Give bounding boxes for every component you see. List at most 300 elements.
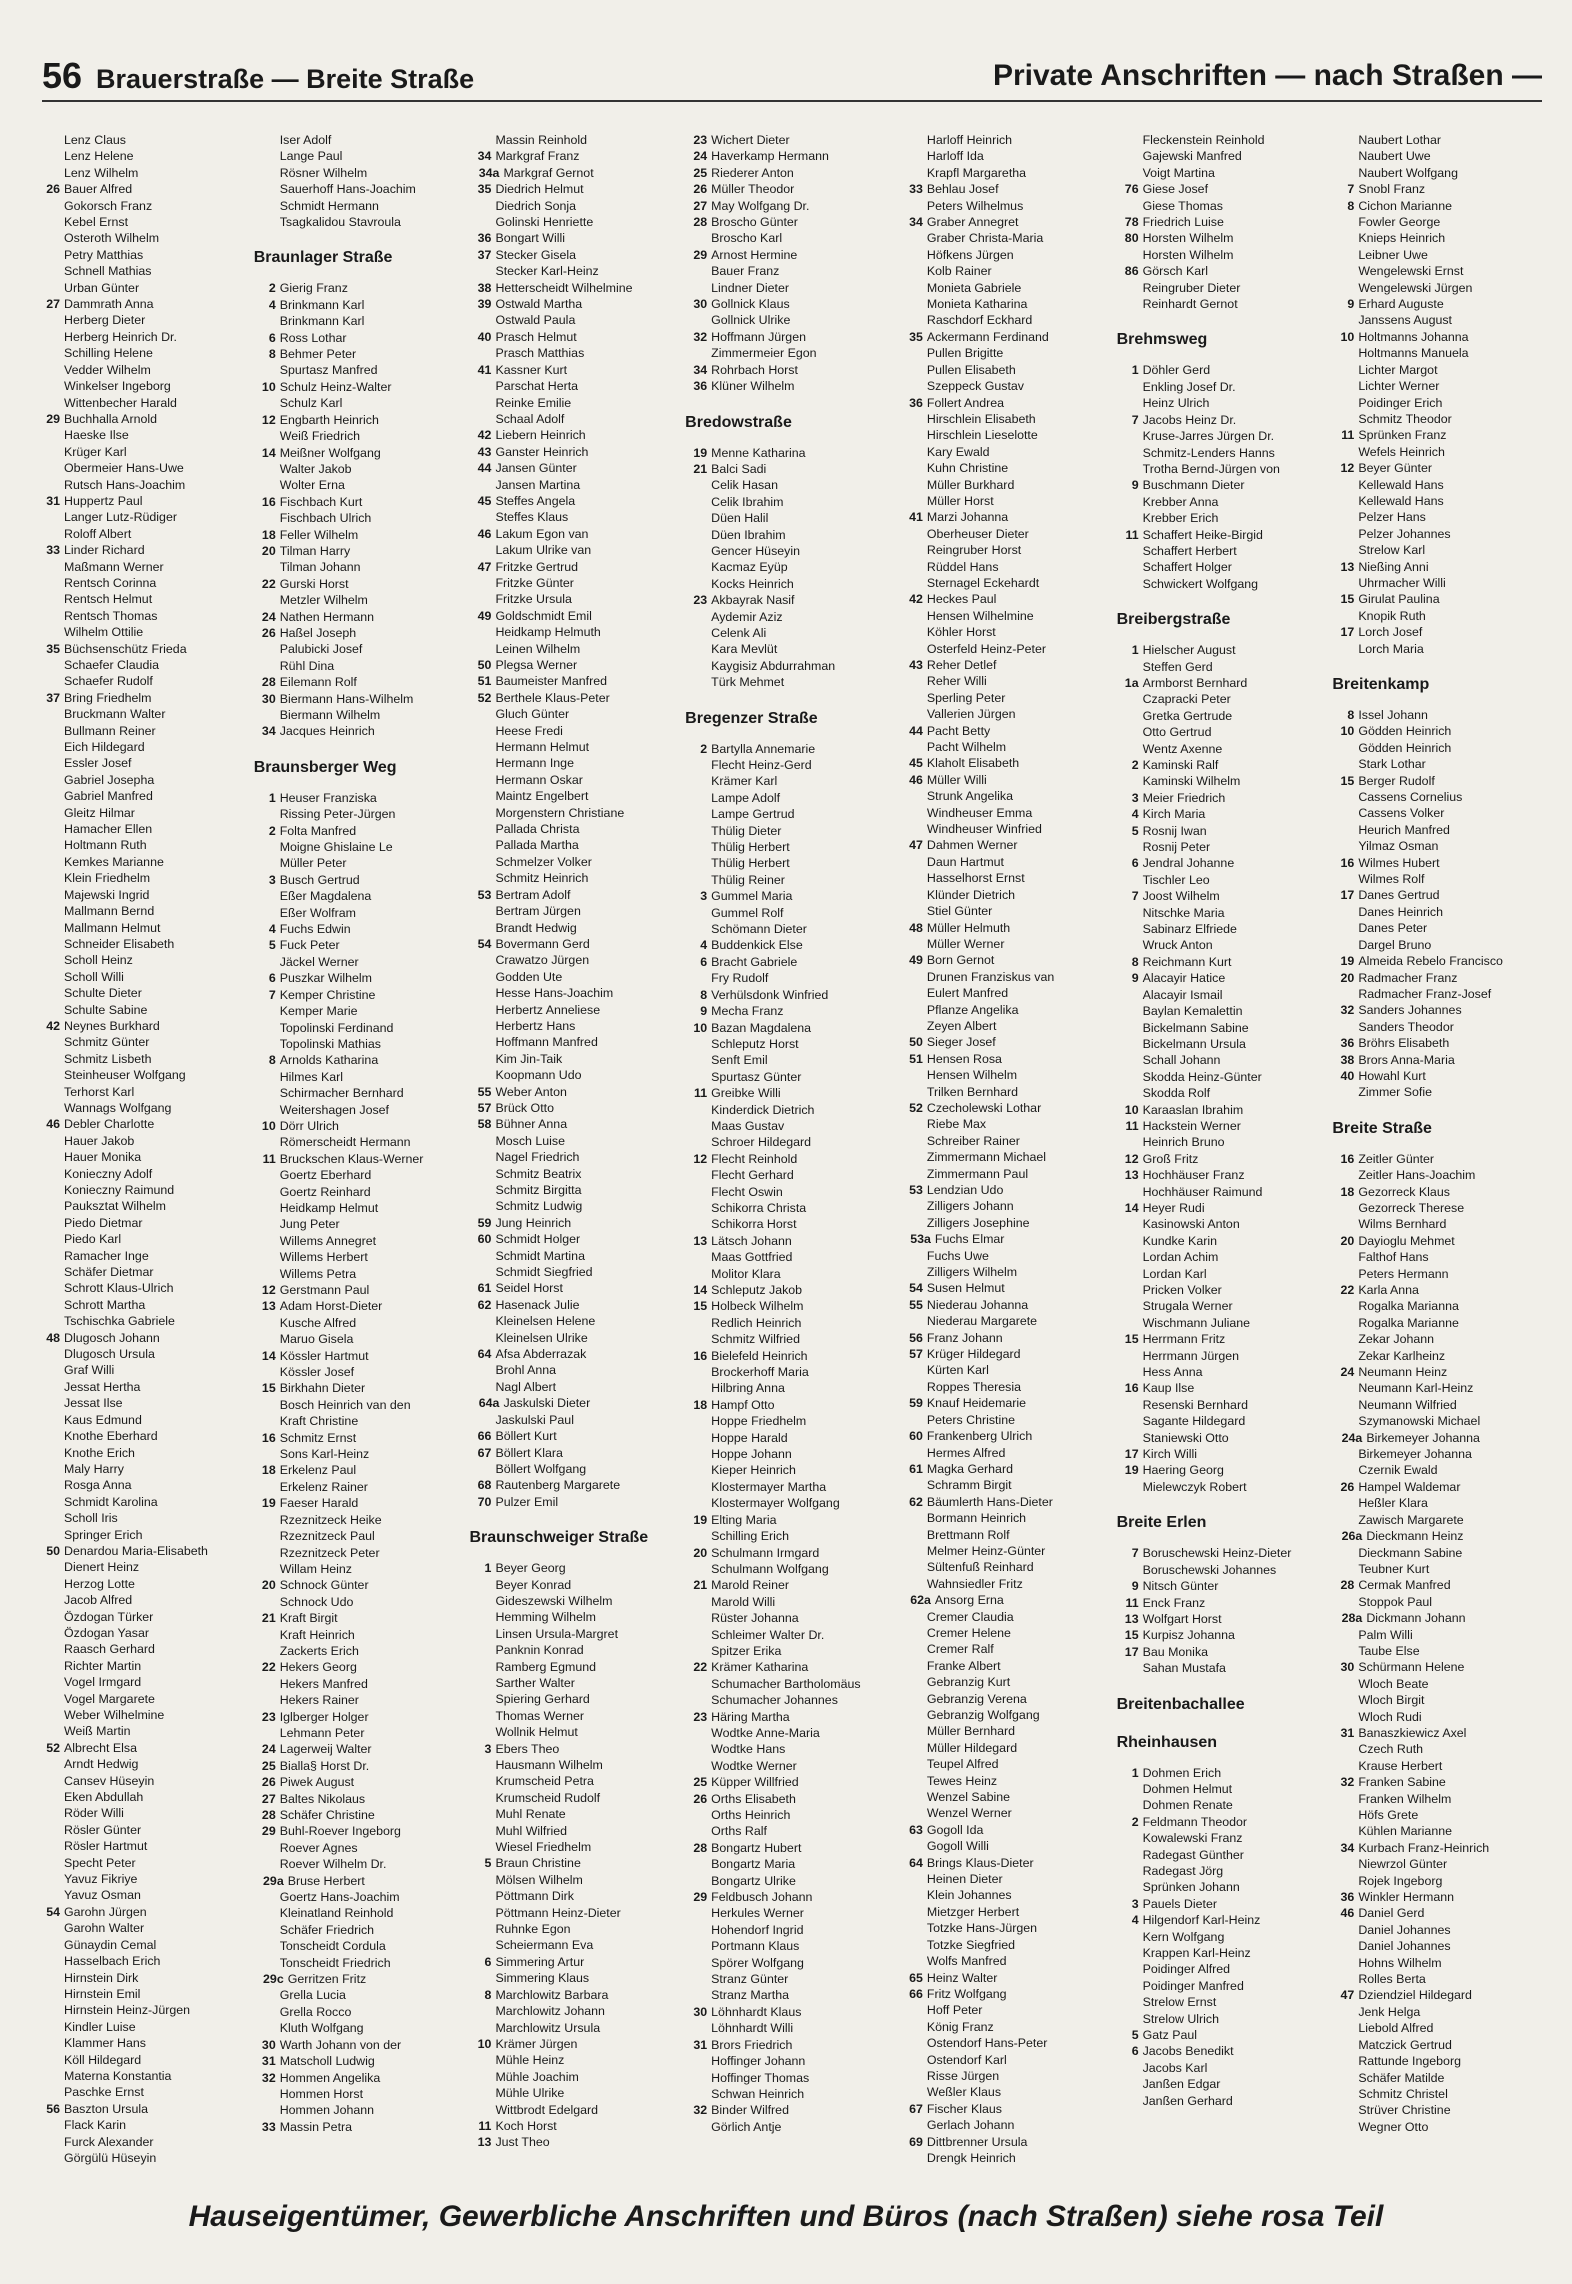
list-item: [901, 2052, 1107, 2068]
list-item: [469, 132, 675, 148]
house-number: 22: [261, 576, 276, 591]
resident-name: Krüger Hildegard: [926, 1347, 1021, 1362]
list-item: [38, 920, 244, 936]
list-item: [685, 181, 891, 197]
list-item: [685, 1938, 891, 1954]
resident-name: Schmidt Holger: [495, 1232, 581, 1247]
resident-name: Wiesel Friedhelm: [495, 1840, 592, 1855]
list-item: [1117, 1578, 1323, 1594]
house-number: 64: [909, 1855, 923, 1870]
list-item: [38, 2084, 244, 2100]
resident-name: Palubicki Josef: [279, 642, 363, 657]
list-item: [901, 1215, 1107, 1231]
resident-name: Schleputz Horst: [711, 1036, 799, 1051]
resident-name: Hess Anna: [1142, 1365, 1203, 1380]
resident-name: Cremer Ralf: [926, 1642, 994, 1657]
house-number: 20: [261, 1578, 276, 1593]
resident-name: Haeske Ilse: [64, 428, 129, 443]
list-item: [901, 1641, 1107, 1657]
list-item: [254, 1364, 460, 1380]
list-item: [469, 772, 675, 788]
resident-name: Diedrich Helmut: [495, 182, 584, 197]
list-item: [38, 657, 244, 673]
list-item: [38, 706, 244, 722]
resident-name: Reichmann Kurt: [1142, 954, 1232, 969]
resident-name: Stark Lothar: [1358, 757, 1426, 772]
house-number: 11: [1341, 428, 1355, 443]
resident-name: Küpper Willfried: [711, 1775, 799, 1790]
resident-name: Furck Alexander: [64, 2134, 154, 2149]
list-item: [901, 148, 1107, 164]
resident-name: Hamacher Ellen: [64, 822, 153, 837]
list-item: [254, 1282, 460, 1298]
resident-name: Bertram Adolf: [495, 887, 571, 902]
resident-name: Strelow Karl: [1358, 543, 1426, 558]
resident-name: Sternagel Eckehardt: [926, 575, 1040, 590]
list-item: [1332, 2070, 1538, 2086]
house-number: 25: [261, 1758, 276, 1773]
resident-name: Gollnick Ulrike: [711, 313, 791, 328]
list-item: [38, 624, 244, 640]
resident-name: Sieger Josef: [926, 1035, 996, 1050]
house-number: 63: [909, 1822, 923, 1837]
resident-name: Nathen Hermann: [279, 609, 375, 624]
list-item: [38, 1248, 244, 1264]
list-item: [685, 1167, 891, 1183]
resident-name: Rissing Peter-Jürgen: [279, 807, 396, 822]
list-item: [469, 378, 675, 394]
resident-name: Strelow Ernst: [1142, 1995, 1217, 2010]
resident-name: Garohn Jürgen: [64, 1904, 147, 1919]
resident-name: Pricken Volker: [1142, 1283, 1222, 1297]
resident-name: Hirschlein Elisabeth: [926, 411, 1036, 426]
list-item: [1332, 198, 1538, 214]
house-number: 11: [1125, 527, 1139, 542]
list-item: [685, 1233, 891, 1249]
list-item: [685, 214, 891, 230]
house-number: 13: [261, 1299, 276, 1314]
resident-name: Schnock Udo: [279, 1594, 354, 1609]
list-item: [1117, 543, 1323, 559]
resident-name: Dieckmann Sabine: [1358, 1545, 1463, 1560]
resident-name: Gogoll Ida: [926, 1822, 984, 1837]
list-item: [38, 198, 244, 214]
resident-name: Hermes Alfred: [926, 1445, 1006, 1460]
list-item: [254, 839, 460, 855]
list-item: [685, 806, 891, 822]
resident-name: Weber Anton: [495, 1084, 567, 1099]
house-number: 4: [268, 297, 276, 312]
list-item: [38, 411, 244, 427]
list-item: [38, 887, 244, 903]
list-item: [38, 312, 244, 328]
resident-name: Lenz Wilhelm: [64, 165, 139, 180]
list-item: [1117, 1562, 1323, 1578]
resident-name: Hommen Horst: [279, 2086, 364, 2101]
house-number: 31: [1340, 1725, 1355, 1740]
resident-name: Alacayir Ismail: [1142, 987, 1223, 1002]
resident-name: Heidkamp Helmuth: [495, 625, 601, 640]
list-item: [1117, 1102, 1323, 1118]
list-item: [685, 2053, 891, 2069]
resident-name: Heßler Klara: [1358, 1496, 1428, 1511]
resident-name: Kraft Birgit: [279, 1611, 338, 1626]
list-item: [254, 280, 460, 296]
list-item: [38, 591, 244, 607]
list-item: [685, 888, 891, 904]
list-item: [469, 1839, 675, 1855]
street-heading: Breite Erlen: [1116, 1514, 1207, 1532]
list-item: [1332, 1692, 1538, 1708]
list-item: [254, 297, 460, 313]
list-item: [254, 1594, 460, 1610]
list-item: [1117, 2027, 1323, 2043]
resident-name: Knieps Heinrich: [1358, 231, 1446, 246]
resident-name: Czecholewski Lothar: [926, 1100, 1042, 1115]
list-item: [685, 1495, 891, 1511]
list-item: [685, 1758, 891, 1774]
resident-name: Gencer Hüseyin: [711, 543, 800, 558]
list-item: [1117, 839, 1323, 855]
list-item: [1332, 2119, 1538, 2135]
list-item: [254, 2004, 460, 2020]
house-number: 24a: [1341, 1430, 1363, 1445]
resident-name: Gollnick Klaus: [711, 297, 790, 312]
resident-name: Giese Josef: [1142, 182, 1209, 197]
resident-name: Höfkens Jürgen: [926, 247, 1014, 262]
street-range-title: Brauerstraße — Breite Straße: [96, 64, 475, 94]
list-item: [469, 329, 675, 345]
list-item: [254, 1545, 460, 1561]
resident-name: Pöttmann Dirk: [495, 1889, 574, 1904]
list-item: [1332, 1610, 1538, 1626]
house-number: 18: [261, 527, 276, 542]
list-item: [1117, 148, 1323, 164]
resident-name: Skodda Rolf: [1142, 1086, 1211, 1101]
list-item: [1117, 1879, 1323, 1895]
list-item: [685, 1528, 891, 1544]
resident-name: Schmitz Günter: [64, 1035, 150, 1050]
list-item: [469, 1166, 675, 1182]
list-item: [1117, 905, 1323, 921]
list-item: [1117, 1781, 1323, 1797]
resident-name: Mühle Heinz: [495, 2053, 565, 2068]
list-item: [469, 542, 675, 558]
resident-name: Linder Richard: [64, 543, 145, 558]
directory-column: [469, 132, 675, 2192]
list-item: [469, 148, 675, 164]
list-item: [901, 788, 1107, 804]
header-left: [42, 55, 474, 97]
list-item: [38, 772, 244, 788]
house-number: 32: [1340, 1003, 1355, 1018]
list-item: [254, 1331, 460, 1347]
house-number: 27: [693, 198, 708, 213]
resident-name: Teupel Alfred: [926, 1757, 999, 1772]
list-item: [469, 657, 675, 673]
resident-name: Hochhäuser Franz: [1142, 1168, 1245, 1183]
house-number: 5: [268, 938, 276, 953]
list-item: [1117, 576, 1323, 592]
resident-name: Görlich Antje: [711, 2119, 782, 2134]
list-item: [1117, 1413, 1323, 1429]
list-item: [469, 854, 675, 870]
list-item: [469, 181, 675, 197]
list-item: [1117, 1364, 1323, 1380]
resident-name: Czech Ruth: [1358, 1742, 1424, 1757]
house-number: 48: [909, 920, 923, 935]
resident-name: Jacobs Karl: [1142, 2060, 1208, 2075]
house-number: 36: [477, 231, 492, 246]
resident-name: Matscholl Ludwig: [279, 2054, 375, 2069]
list-item: [254, 1151, 460, 1167]
resident-name: Dahmen Werner: [926, 838, 1018, 853]
house-number: 50: [46, 1543, 60, 1558]
house-number: 20: [693, 1545, 708, 1560]
resident-name: Schall Johann: [1142, 1053, 1221, 1068]
list-item: [38, 1313, 244, 1329]
resident-name: Schmitz Lisbeth: [64, 1051, 152, 1066]
house-number: 6: [700, 954, 708, 969]
resident-name: Dammrath Anna: [64, 297, 154, 312]
list-item: [685, 1397, 891, 1413]
resident-name: Sanders Johannes: [1358, 1003, 1462, 1018]
resident-name: Lange Paul: [279, 149, 343, 164]
resident-name: Ganster Heinrich: [495, 444, 589, 459]
list-item: [1117, 888, 1323, 904]
list-item: [469, 214, 675, 230]
list-item: [901, 2101, 1107, 2117]
resident-name: Hensen Rosa: [926, 1051, 1002, 1066]
house-number: 7: [1347, 182, 1355, 197]
resident-name: Flack Karin: [64, 2118, 126, 2133]
list-item: [685, 1889, 891, 1905]
directory-column: [901, 132, 1107, 2192]
list-item: [685, 658, 891, 674]
list-item: [901, 1018, 1107, 1034]
resident-name: Köhler Horst: [926, 625, 996, 640]
list-item: [1117, 412, 1323, 428]
resident-name: Lorch Maria: [1358, 641, 1424, 656]
list-item: [901, 1904, 1107, 1920]
list-item: [901, 1034, 1107, 1050]
list-item: [254, 806, 460, 822]
house-number: 10: [477, 2036, 492, 2051]
resident-name: Schroer Hildegard: [711, 1135, 812, 1150]
list-item: [685, 1791, 891, 1807]
list-item: [1332, 1561, 1538, 1577]
resident-name: Yilmaz Osman: [1358, 839, 1439, 854]
list-item: [685, 987, 891, 1003]
resident-name: Rutsch Hans-Joachim: [64, 477, 186, 492]
resident-name: Röder Willi: [64, 1806, 124, 1821]
list-item: [1332, 855, 1538, 871]
resident-name: Voigt Martina: [1142, 165, 1215, 180]
list-item: [1332, 148, 1538, 164]
list-item: [469, 1297, 675, 1313]
list-item: [1117, 559, 1323, 575]
resident-name: Brettmann Rolf: [926, 1527, 1010, 1542]
resident-name: Zekar Karlheinz: [1358, 1348, 1446, 1363]
list-item: [1332, 1807, 1538, 1823]
resident-name: Wilmes Hubert: [1358, 855, 1440, 870]
list-item: [685, 477, 891, 493]
resident-name: Boruschewski Heinz-Dieter: [1142, 1546, 1292, 1561]
list-item: [685, 1987, 891, 2003]
house-number: 17: [1340, 625, 1355, 640]
list-item: [1117, 132, 1323, 148]
resident-name: Hensen Wilhelm: [926, 1068, 1018, 1083]
resident-name: Fowler George: [1358, 215, 1441, 230]
resident-name: Raschdorf Eckhard: [926, 313, 1033, 328]
resident-name: Hilgendorf Karl-Heinz: [1142, 1913, 1261, 1928]
resident-name: Willems Annegret: [279, 1233, 377, 1248]
resident-name: Terhorst Karl: [64, 1084, 135, 1099]
resident-name: Resenski Bernhard: [1142, 1397, 1248, 1412]
house-number: 14: [261, 445, 276, 460]
house-number: 29: [693, 247, 708, 262]
list-item: [254, 428, 460, 444]
list-item: [685, 543, 891, 559]
resident-name: Rojek Ingeborg: [1358, 1873, 1443, 1888]
house-number: 3: [1131, 790, 1139, 805]
resident-name: Riebe Max: [926, 1117, 987, 1132]
resident-name: Knothe Erich: [64, 1445, 135, 1460]
resident-name: Jung Heinrich: [495, 1215, 572, 1230]
resident-name: Döhler Gerd: [1142, 363, 1211, 378]
resident-name: Dohmen Erich: [1142, 1765, 1222, 1780]
resident-name: Sagante Hildegard: [1142, 1414, 1246, 1429]
list-item: [1117, 872, 1323, 888]
resident-name: Sarther Walter: [495, 1675, 575, 1690]
resident-name: Maintz Engelbert: [495, 789, 589, 804]
resident-name: Massin Reinhold: [495, 133, 588, 147]
list-item: [1332, 1577, 1538, 1593]
list-item: [469, 952, 675, 968]
resident-name: Kellewald Hans: [1358, 493, 1444, 508]
resident-name: Bongartz Ulrike: [711, 1873, 796, 1888]
house-number: 4: [1131, 1913, 1139, 1928]
resident-name: Weitershagen Josef: [279, 1102, 390, 1117]
house-number: 31: [261, 2054, 276, 2069]
list-item: [901, 854, 1107, 870]
house-number: 25: [693, 165, 708, 180]
list-item: [1332, 904, 1538, 920]
resident-name: Hampel Waldemar: [1358, 1479, 1461, 1494]
house-number: 49: [909, 953, 923, 968]
resident-name: Böllert Kurt: [495, 1429, 557, 1444]
list-item: [469, 1888, 675, 1904]
resident-name: Zilligers Johann: [926, 1199, 1014, 1214]
list-item: [901, 1461, 1107, 1477]
list-item: [1332, 181, 1538, 197]
list-item: [469, 2036, 675, 2052]
list-item: [469, 2134, 675, 2150]
resident-name: Windheuser Emma: [926, 805, 1033, 820]
list-item: [254, 1397, 460, 1413]
list-item: [469, 1280, 675, 1296]
resident-name: Brohl Anna: [495, 1363, 557, 1378]
house-number: 17: [1124, 1644, 1139, 1659]
resident-name: Kara Mevlüt: [711, 642, 778, 657]
resident-name: Piedo Dietmar: [64, 1215, 143, 1230]
list-item: [1117, 1978, 1323, 1994]
list-item: [469, 395, 675, 411]
list-item: [1332, 1331, 1538, 1347]
list-item: [254, 641, 460, 657]
resident-name: Fuchs Uwe: [926, 1248, 989, 1263]
resident-name: Pauksztat Wilhelm: [64, 1199, 166, 1214]
list-item: [254, 1840, 460, 1856]
house-number: 65: [909, 1970, 923, 1985]
resident-name: Enkling Josef Dr.: [1142, 379, 1236, 394]
list-item: [1332, 1233, 1538, 1249]
resident-name: Marold Reiner: [711, 1578, 789, 1593]
house-number: 64: [477, 1347, 492, 1362]
resident-name: Baltes Nikolaus: [279, 1791, 366, 1806]
house-number: 1: [1131, 1765, 1139, 1780]
resident-name: Zilligers Wilhelm: [926, 1265, 1018, 1280]
resident-name: Franken Wilhelm: [1358, 1791, 1452, 1806]
resident-name: Zeyen Albert: [926, 1018, 997, 1033]
resident-name: Wittbrodt Edelgard: [495, 2102, 599, 2117]
list-item: [469, 1691, 675, 1707]
list-item: [469, 509, 675, 525]
list-item: [38, 903, 244, 919]
resident-name: Trotha Bernd-Jürgen von: [1142, 461, 1280, 476]
list-item: [469, 805, 675, 821]
list-item: [1332, 1889, 1538, 1905]
house-number: 52: [477, 690, 492, 705]
resident-name: Wengelewski Jürgen: [1358, 280, 1473, 295]
resident-name: Kirch Maria: [1142, 807, 1206, 822]
resident-name: Jessat Hertha: [64, 1379, 141, 1394]
resident-name: Kemkes Marianne: [64, 854, 164, 869]
list-item: [901, 1166, 1107, 1182]
house-number: 12: [261, 412, 276, 427]
house-number: 30: [693, 2004, 708, 2019]
list-item: [254, 165, 460, 181]
list-item: [1332, 493, 1538, 509]
house-number: 6: [268, 330, 276, 345]
list-item: [685, 230, 891, 246]
resident-name: Kaminski Ralf: [1142, 758, 1219, 772]
list-item: [901, 526, 1107, 542]
house-number: 80: [1124, 231, 1139, 246]
list-item: [1332, 1084, 1538, 1100]
resident-name: Jacques Heinrich: [279, 724, 375, 739]
list-item: [1117, 1545, 1323, 1561]
house-number: 28: [693, 1840, 708, 1855]
house-number: 1: [1131, 363, 1139, 378]
resident-name: Drengk Heinrich: [926, 2150, 1016, 2165]
house-number: 24: [261, 609, 276, 624]
resident-name: Gezorreck Therese: [1358, 1200, 1465, 1215]
list-item: [685, 872, 891, 888]
list-item: [1332, 641, 1538, 657]
resident-name: Winkler Hermann: [1358, 1890, 1455, 1905]
list-item: [685, 1856, 891, 1872]
house-number: 56: [909, 1330, 923, 1345]
list-item: [1332, 937, 1538, 953]
house-number: 23: [693, 593, 708, 608]
house-number: 35: [46, 641, 60, 656]
house-number: 9: [1131, 478, 1139, 493]
house-number: 14: [1124, 1200, 1139, 1215]
list-item: [901, 1986, 1107, 2002]
house-number: 2: [268, 281, 276, 296]
list-item: [685, 839, 891, 855]
